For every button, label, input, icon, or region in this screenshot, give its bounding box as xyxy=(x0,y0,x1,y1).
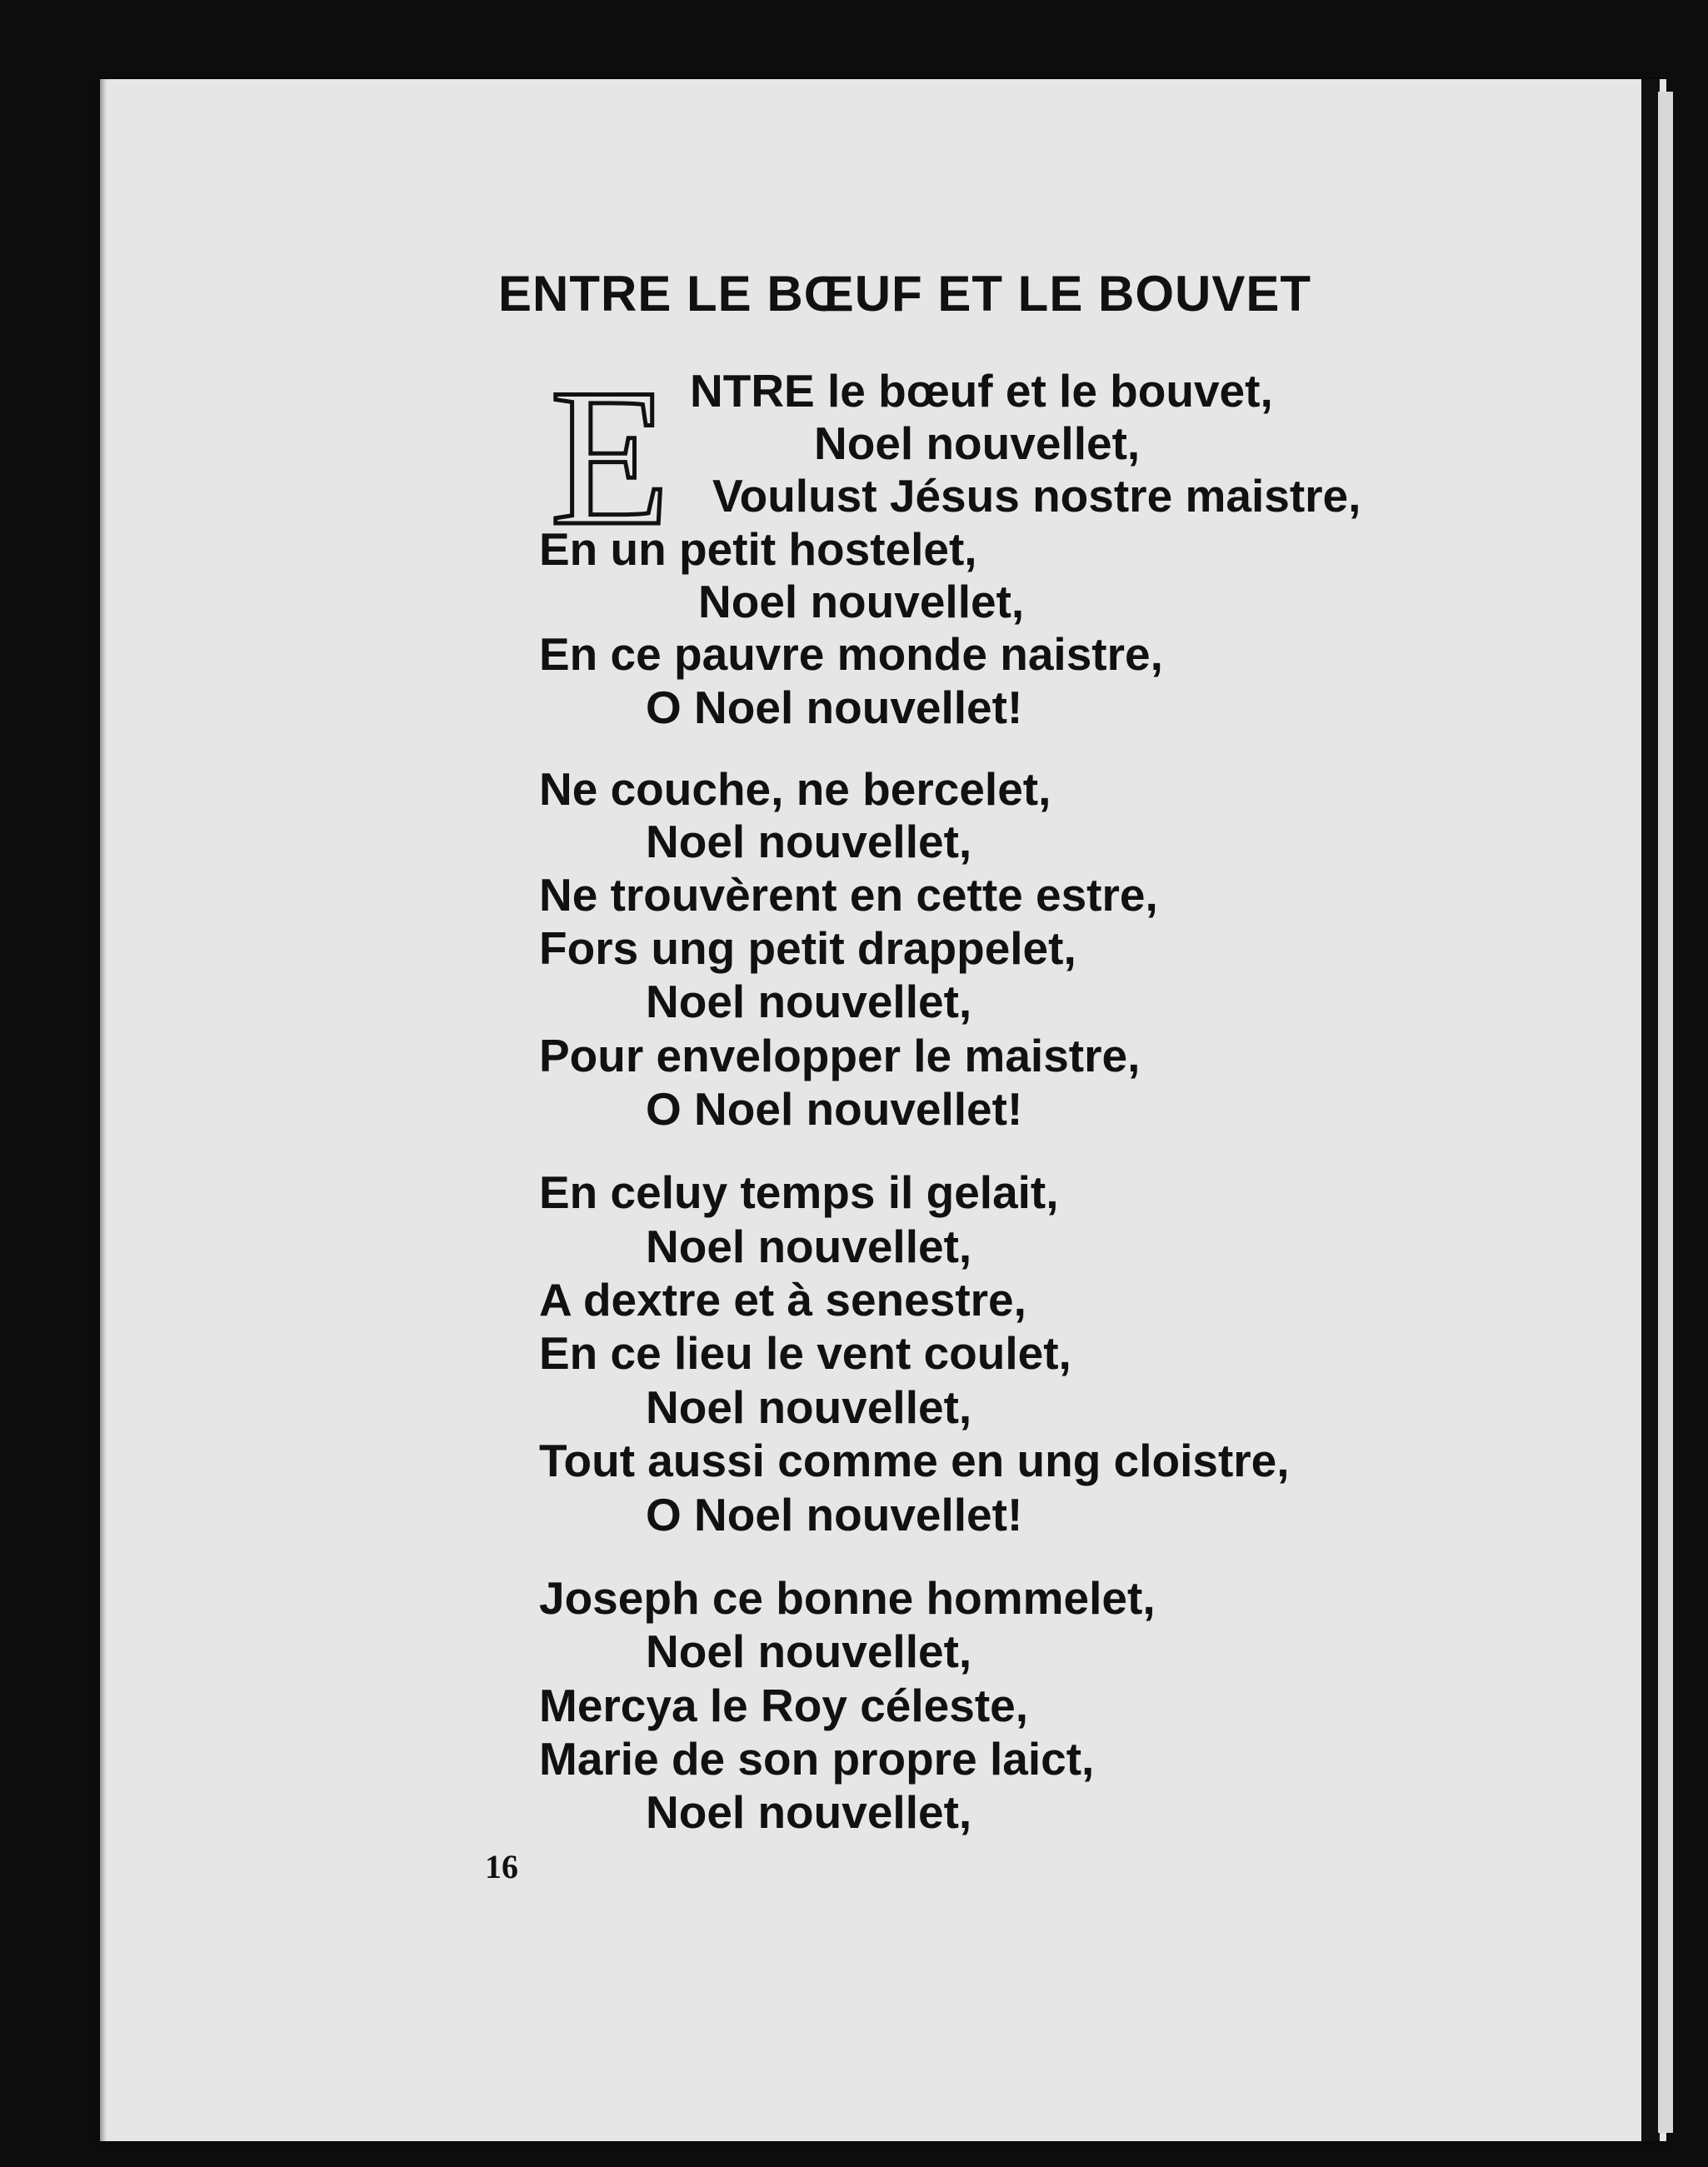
stanza-4-line-4: Marie de son propre laict, xyxy=(539,1733,1095,1785)
stanza-3-line-1: En celuy temps il gelait, xyxy=(539,1166,1059,1218)
stanza-2-line-7: O Noel nouvellet! xyxy=(646,1083,1023,1135)
stanza-2-line-4: Fors ung petit drappelet, xyxy=(539,922,1076,974)
drop-cap-letter: E xyxy=(550,349,671,567)
stanza-1-line-5: Noel nouvellet, xyxy=(698,576,1025,627)
stanza-3-line-3: A dextre et à senestre, xyxy=(539,1274,1026,1326)
stanza-2-line-3: Ne trouvèrent en cette estre, xyxy=(539,869,1158,921)
stanza-1-line-7: O Noel nouvellet! xyxy=(646,682,1023,733)
page-number: 16 xyxy=(485,1848,518,1885)
stanza-3-line-5: Noel nouvellet, xyxy=(646,1381,972,1433)
page-edge-shadow xyxy=(100,79,107,2141)
stanza-3-line-2: Noel nouvellet, xyxy=(646,1221,972,1272)
stanza-2-line-2: Noel nouvellet, xyxy=(646,816,972,867)
stanza-1-line-2: Noel nouvellet, xyxy=(814,417,1141,469)
stanza-4-line-5: Noel nouvellet, xyxy=(646,1786,972,1838)
facing-page-edge xyxy=(1658,92,1673,2133)
stanza-1-line-4: En un petit hostelet, xyxy=(539,523,977,575)
stanza-3-line-6: Tout aussi comme en ung cloistre, xyxy=(539,1435,1290,1486)
stanza-4-line-1: Joseph ce bonne hommelet, xyxy=(539,1572,1156,1624)
stanza-2-line-5: Noel nouvellet, xyxy=(646,976,972,1027)
stanza-3-line-4: En ce lieu le vent coulet, xyxy=(539,1327,1071,1379)
poem-title: ENTRE LE BŒUF ET LE BOUVET xyxy=(498,266,1312,322)
stanza-1-line-1: NTRE le bœuf et le bouvet, xyxy=(690,365,1273,417)
stanza-1-line-3: Voulust Jésus nostre maistre, xyxy=(712,470,1361,522)
stanza-1-line-6: En ce pauvre monde naistre, xyxy=(539,628,1163,680)
stanza-4-line-2: Noel nouvellet, xyxy=(646,1625,972,1677)
stanza-4-line-3: Mercya le Roy céleste, xyxy=(539,1680,1029,1731)
stanza-2-line-1: Ne couche, ne bercelet, xyxy=(539,763,1051,815)
book-gutter xyxy=(1641,79,1660,2141)
stanza-3-line-7: O Noel nouvellet! xyxy=(646,1489,1023,1540)
stanza-2-line-6: Pour envelopper le maistre, xyxy=(539,1030,1141,1081)
